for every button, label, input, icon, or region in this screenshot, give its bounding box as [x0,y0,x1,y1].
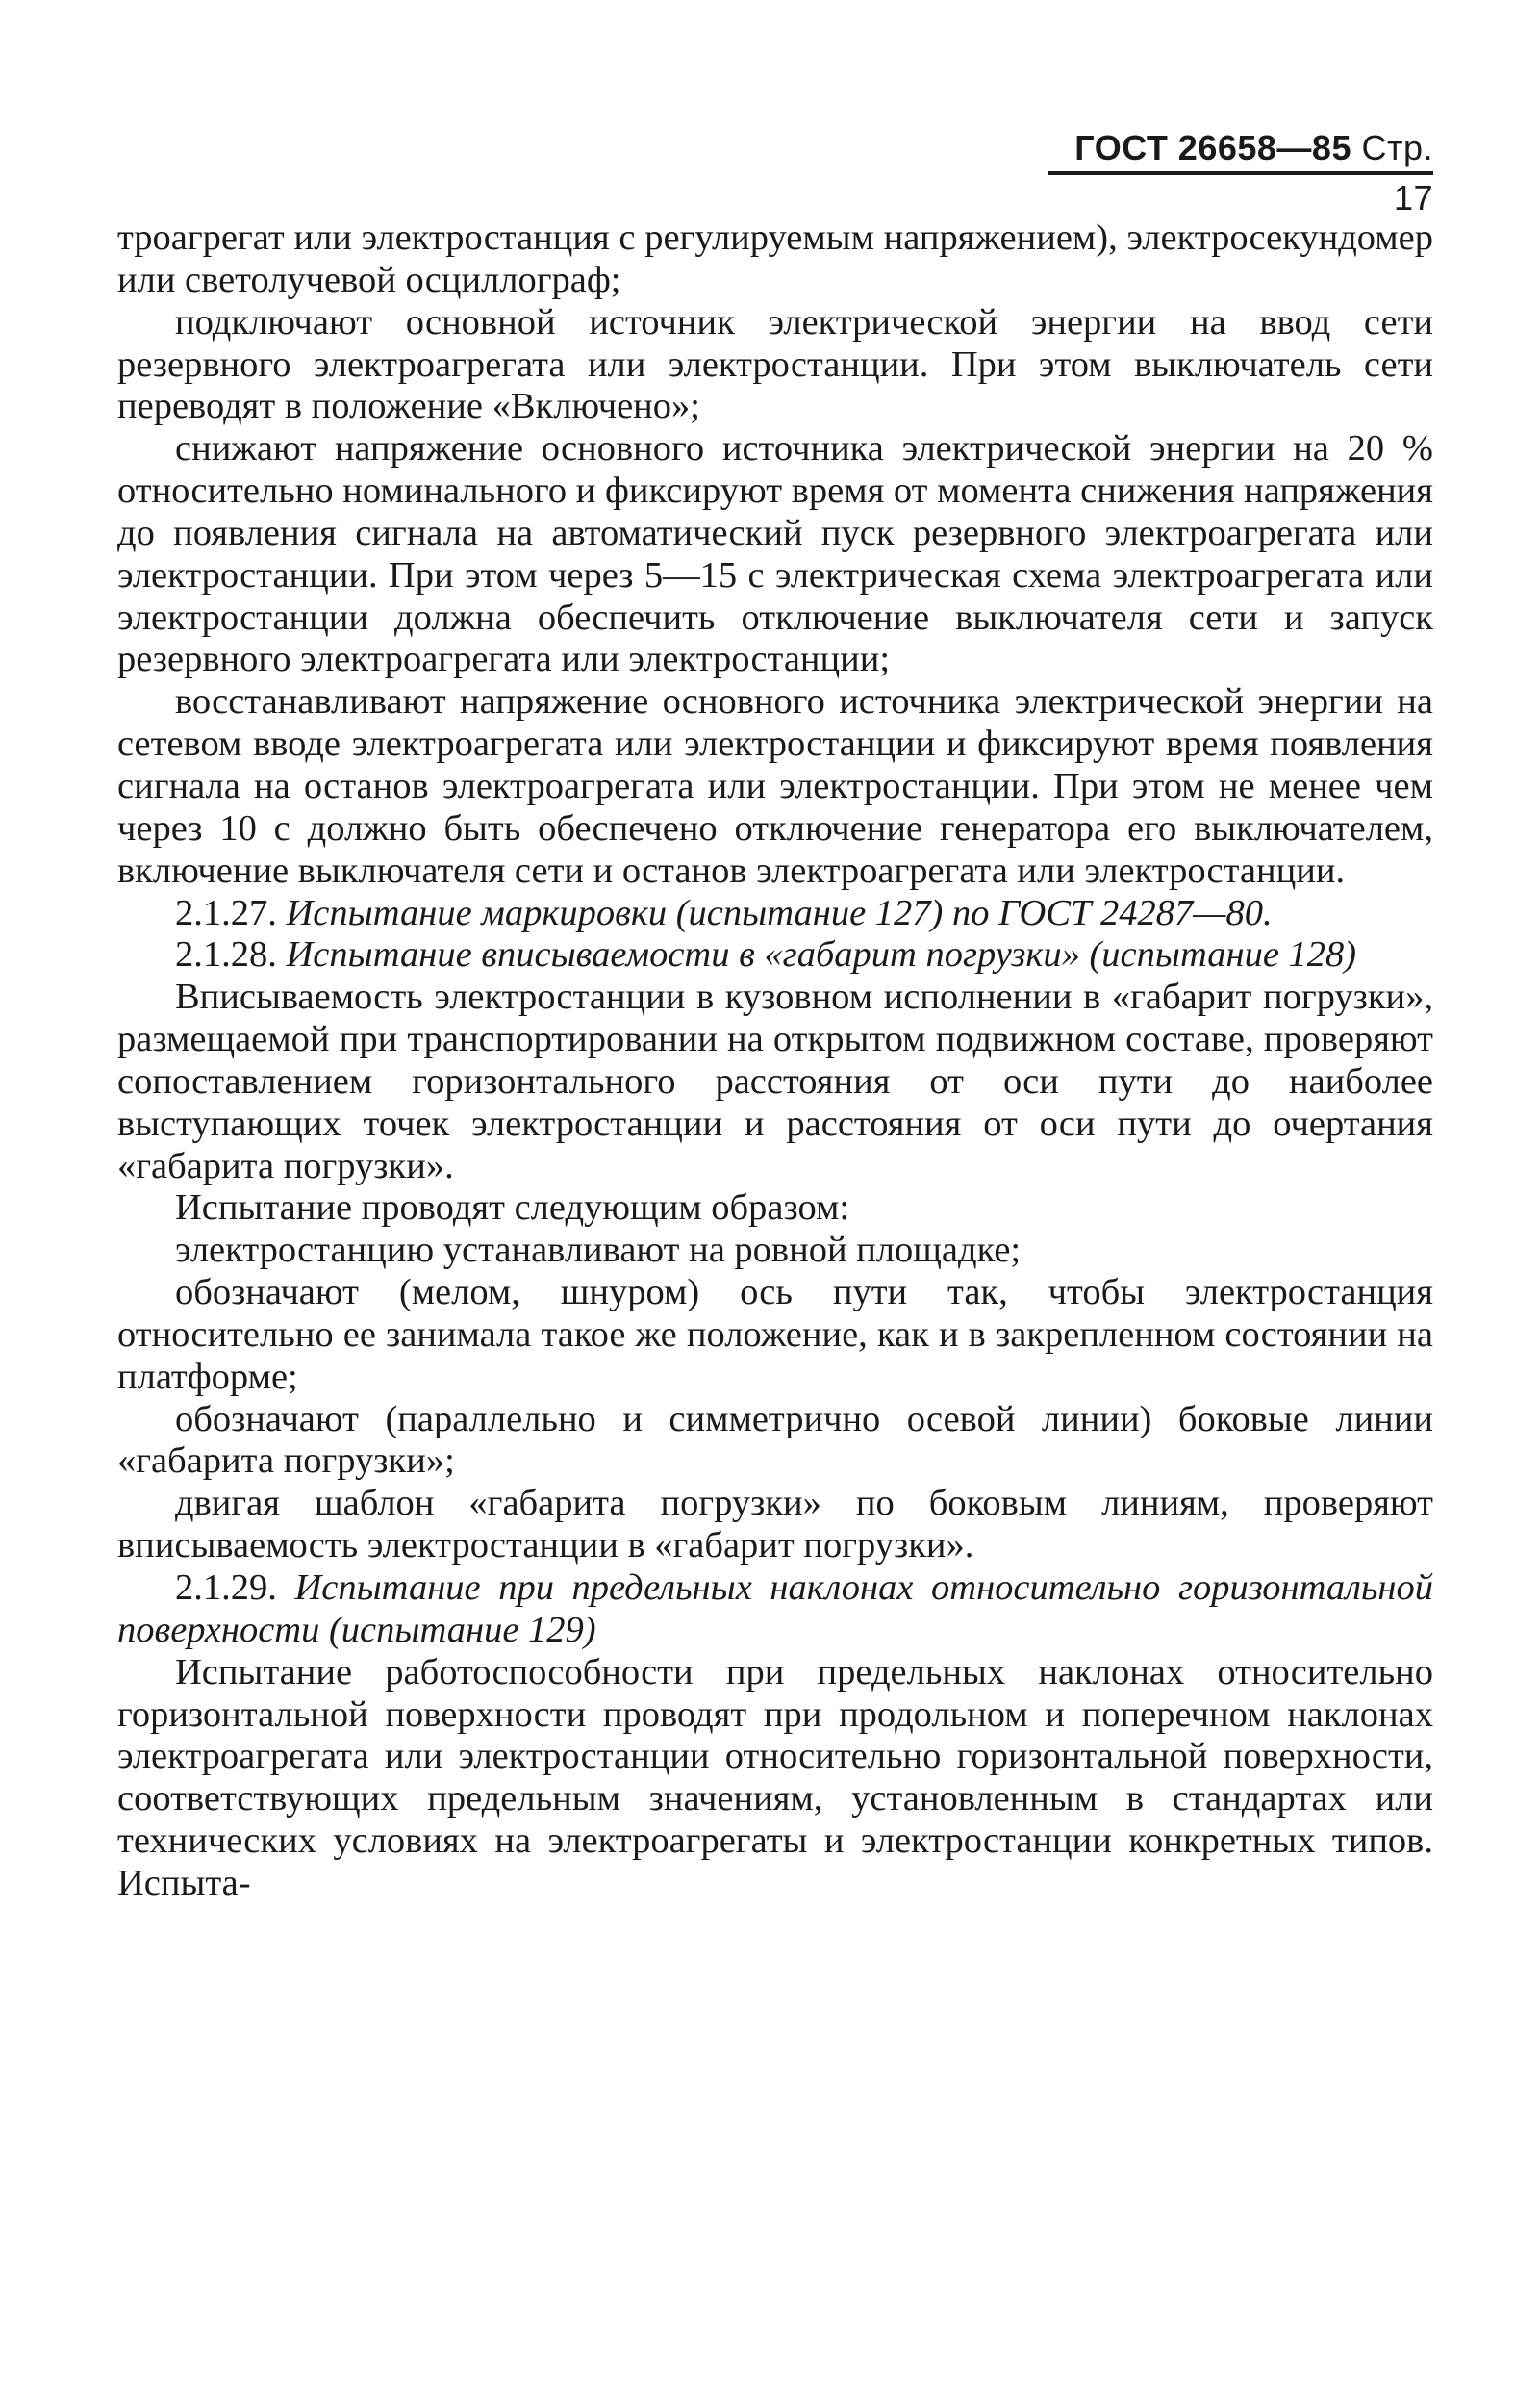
paragraph: обозначают (параллельно и симметрично осевой линии) боковые линии «габарита погрузки»; [117,1398,1433,1482]
paragraph: восстанавливают напряжение основного источника электрической энергии на сетевом вводе электроагрегата или электростанции и фиксируют время появления сигнала на останов электроагрегата или электростанции. При этом не менее чем через 10 с должно быть обеспечено отключение генератора его выключателем, включение выключателя сети и останов электроагрегата или электростанции. [117,681,1433,891]
body-text [117,217,1433,1905]
paragraph: Испытание работоспособности при предельных наклонах относительно горизонтальной поверхности проводят при продольном и поперечном наклонах электроагрегата или электростанции относительно горизонтальной поверхности, соответствующих предельным значениям, установленным в стандартах или технических условиях на электроагрегаты и электростанции конкретных типов. Испыта- [117,1651,1433,1903]
paragraph: подключают основной источник электрической энергии на ввод сети резервного электроагрегата или электростанции. При этом выключатель сети переводят в положение «Включено»; [117,301,1433,427]
header-rule [1048,171,1433,175]
page-number: Стр. 17 [1361,128,1433,217]
section-number: 2.1.29. [175,1567,277,1608]
paragraph: двигая шаблон «габарита погрузки» по боковым линиям, проверяют вписываемость электростанции в «габарит погрузки». [117,1483,1433,1566]
paragraph: электростанцию устанавливают на ровной площадке; [175,1230,1022,1271]
section-2-1-27 [117,893,1433,935]
section-heading: Испытание маркировки (испытание 127) по ГОСТ 24287—80. [286,892,1273,933]
paragraph: обозначают (мелом, шнуром) ось пути так, чтобы электростанция относительно ее занимала такое же положение, как и в закрепленном состоянии на платформе; [117,1272,1433,1397]
paragraph-continuation: троагрегат или электростанция с регулируемым напряжением), электросекундомер или светолучевой осциллограф; [117,217,1433,300]
section-heading: Испытание при предельных наклонах относительно горизонтальной поверхности (испытание 129) [117,1567,1434,1650]
section-number: 2.1.27. [175,892,277,933]
paragraph: снижают напряжение основного источника электрической энергии на 20 % относительно номинального и фиксируют время от момента снижения напряжения до появления сигнала на автоматический пуск резервного электроагрегата или электростанции. При этом через 5—15 с электрическая схема электроагрегата или электростанции должна обеспечить отключение выключателя сети и запуск резервного электроагрегата или электростанции; [117,428,1433,680]
section-number: 2.1.28. [175,934,277,976]
section-2-1-29 [117,1567,1433,1652]
paragraph: Вписываемость электростанции в кузовном исполнении в «габарит погрузки», размещаемой при транспортировании на открытом подвижном составе, проверяют сопоставлением горизонтального расстояния от оси пути до наиболее выступающих точек электростанции и расстояния от оси пути до очертания «габарита погрузки». [117,977,1433,1186]
paragraph: Испытание проводят следующим образом: [175,1187,850,1229]
standard-number: ГОСТ 26658—85 [1074,128,1351,167]
page-header [1048,123,1433,217]
section-heading: Испытание вписываемости в «габарит погрузки» (испытание 128) [286,934,1357,976]
section-2-1-28 [117,934,1433,977]
